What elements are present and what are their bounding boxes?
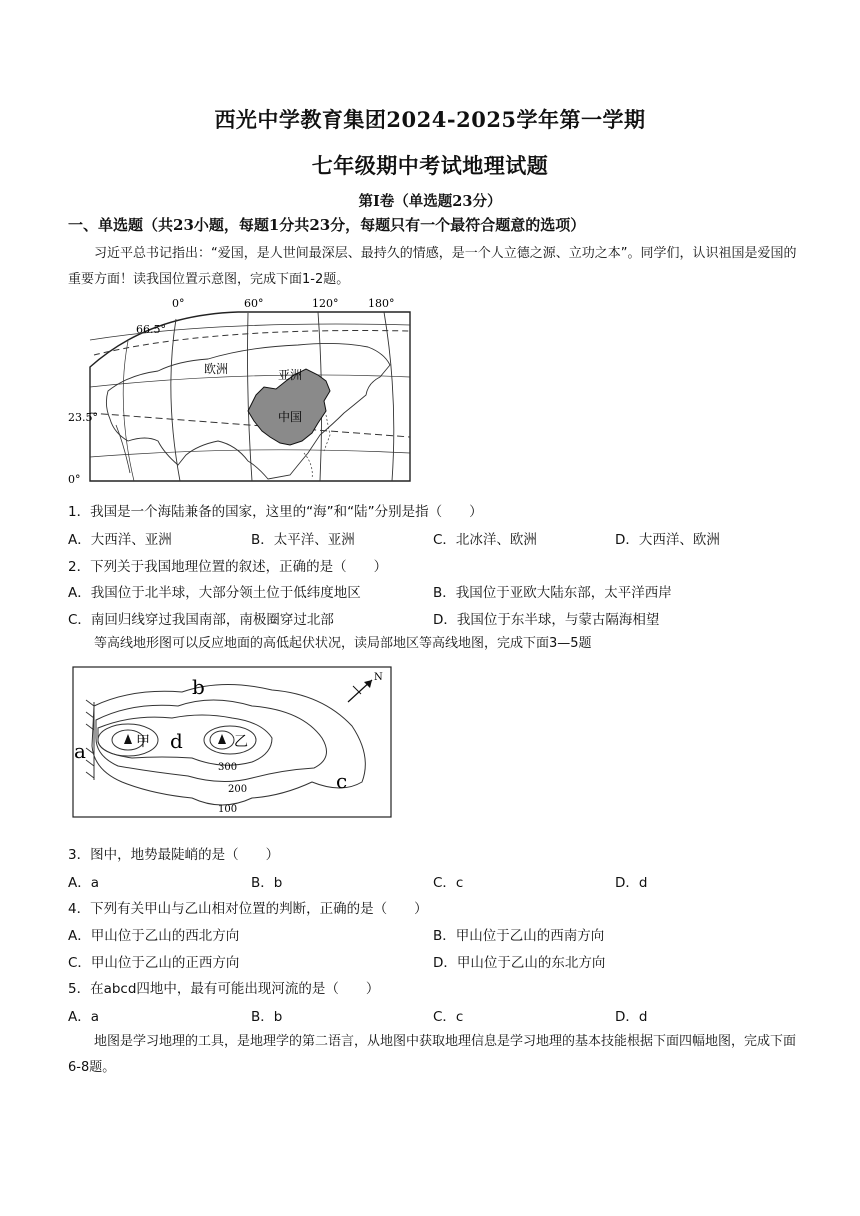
- lat-label-66: 66.5°: [136, 323, 166, 336]
- q5-option-c: C．c: [433, 1009, 464, 1025]
- point-c: c: [336, 769, 348, 793]
- lat-label-23: 23.5°: [68, 411, 98, 424]
- volume-heading: 第Ⅰ卷（单选题23分）: [358, 193, 502, 210]
- point-b: b: [192, 675, 205, 699]
- q3-option-b: B．b: [251, 875, 283, 891]
- lon-label-120: 120°: [312, 297, 339, 310]
- q4-option-c: C．甲山位于乙山的正西方向: [68, 955, 240, 971]
- region-china: 中国: [278, 410, 303, 424]
- q2-option-d: D．我国位于东半球，与蒙古隔海相望: [433, 612, 660, 628]
- q2-option-c: C．南回归线穿过我国南部，南极圈穿过北部: [68, 612, 334, 628]
- q1-option-a: A．大西洋、亚洲: [68, 532, 172, 548]
- intro-paragraph-1: 习近平总书记指出：“爱国，是人世间最深层、最持久的情感，是一个人立德之源、立功之本”。同学们，认识祖国是爱国的重要方面！读我国位置示意图，完成下面1-2题。: [68, 246, 797, 287]
- question-1-stem: 1．我国是一个海陆兼备的国家，这里的“海”和“陆”分别是指（ ）: [68, 504, 483, 520]
- q4-option-a: A．甲山位于乙山的西北方向: [68, 928, 240, 944]
- exam-subtitle: 七年级期中考试地理试题: [311, 153, 549, 178]
- north-label: N: [374, 672, 383, 683]
- q2-option-a: A．我国位于北半球，大部分领土位于低纬度地区: [68, 585, 361, 601]
- lon-label-180: 180°: [368, 297, 395, 310]
- q2-option-b: B．我国位于亚欧大陆东部，太平洋西岸: [433, 585, 672, 601]
- question-3-stem: 3．图中，地势最陡峭的是（ ）: [68, 847, 280, 863]
- contour-map: [72, 666, 392, 818]
- point-a: a: [74, 739, 86, 763]
- contour-100: 100: [218, 804, 238, 815]
- region-asia: 亚洲: [278, 368, 303, 382]
- contour-200: 200: [228, 784, 248, 795]
- q3-option-d: D．d: [615, 875, 648, 891]
- contour-300: 300: [218, 762, 238, 773]
- intro-paragraph-3: 地图是学习地理的工具，是地理学的第二语言，从地图中获取地理信息是学习地理的基本技能根据下面四幅地图，完成下面6-8题。: [68, 1034, 797, 1075]
- china-location-map: [68, 295, 413, 485]
- q1-option-c: C．北冰洋、欧洲: [433, 532, 537, 548]
- lon-label-60: 60°: [244, 297, 264, 310]
- q4-option-b: B．甲山位于乙山的西南方向: [433, 928, 605, 944]
- q3-option-a: A．a: [68, 875, 100, 891]
- peak-jia: 甲: [136, 734, 150, 750]
- q4-option-d: D．甲山位于乙山的东北方向: [433, 955, 606, 971]
- q5-option-d: D．d: [615, 1009, 648, 1025]
- region-europe: 欧洲: [204, 362, 229, 376]
- q5-option-a: A．a: [68, 1009, 100, 1025]
- question-2-stem: 2．下列关于我国地理位置的叙述，正确的是（ ）: [68, 559, 388, 575]
- q5-option-b: B．b: [251, 1009, 283, 1025]
- q1-option-d: D．大西洋、欧洲: [615, 532, 720, 548]
- intro-paragraph-2: 等高线地形图可以反应地面的高低起伏状况，读局部地区等高线地图，完成下面3—5题: [94, 636, 592, 651]
- q1-option-b: B．太平洋、亚洲: [251, 532, 355, 548]
- section-heading: 一、单选题（共23小题，每题1分共23分，每题只有一个最符合题意的选项）: [68, 216, 586, 234]
- lon-label-0: 0°: [172, 297, 185, 310]
- question-4-stem: 4．下列有关甲山与乙山相对位置的判断，正确的是（ ）: [68, 901, 428, 917]
- point-d: d: [170, 729, 183, 753]
- lat-label-0: 0°: [68, 473, 81, 485]
- peak-yi: 乙: [234, 734, 248, 750]
- q3-option-c: C．c: [433, 875, 464, 891]
- question-5-stem: 5．在abcd四地中，最有可能出现河流的是（ ）: [68, 981, 380, 997]
- exam-title: 西光中学教育集团2024-2025学年第一学期: [214, 107, 646, 132]
